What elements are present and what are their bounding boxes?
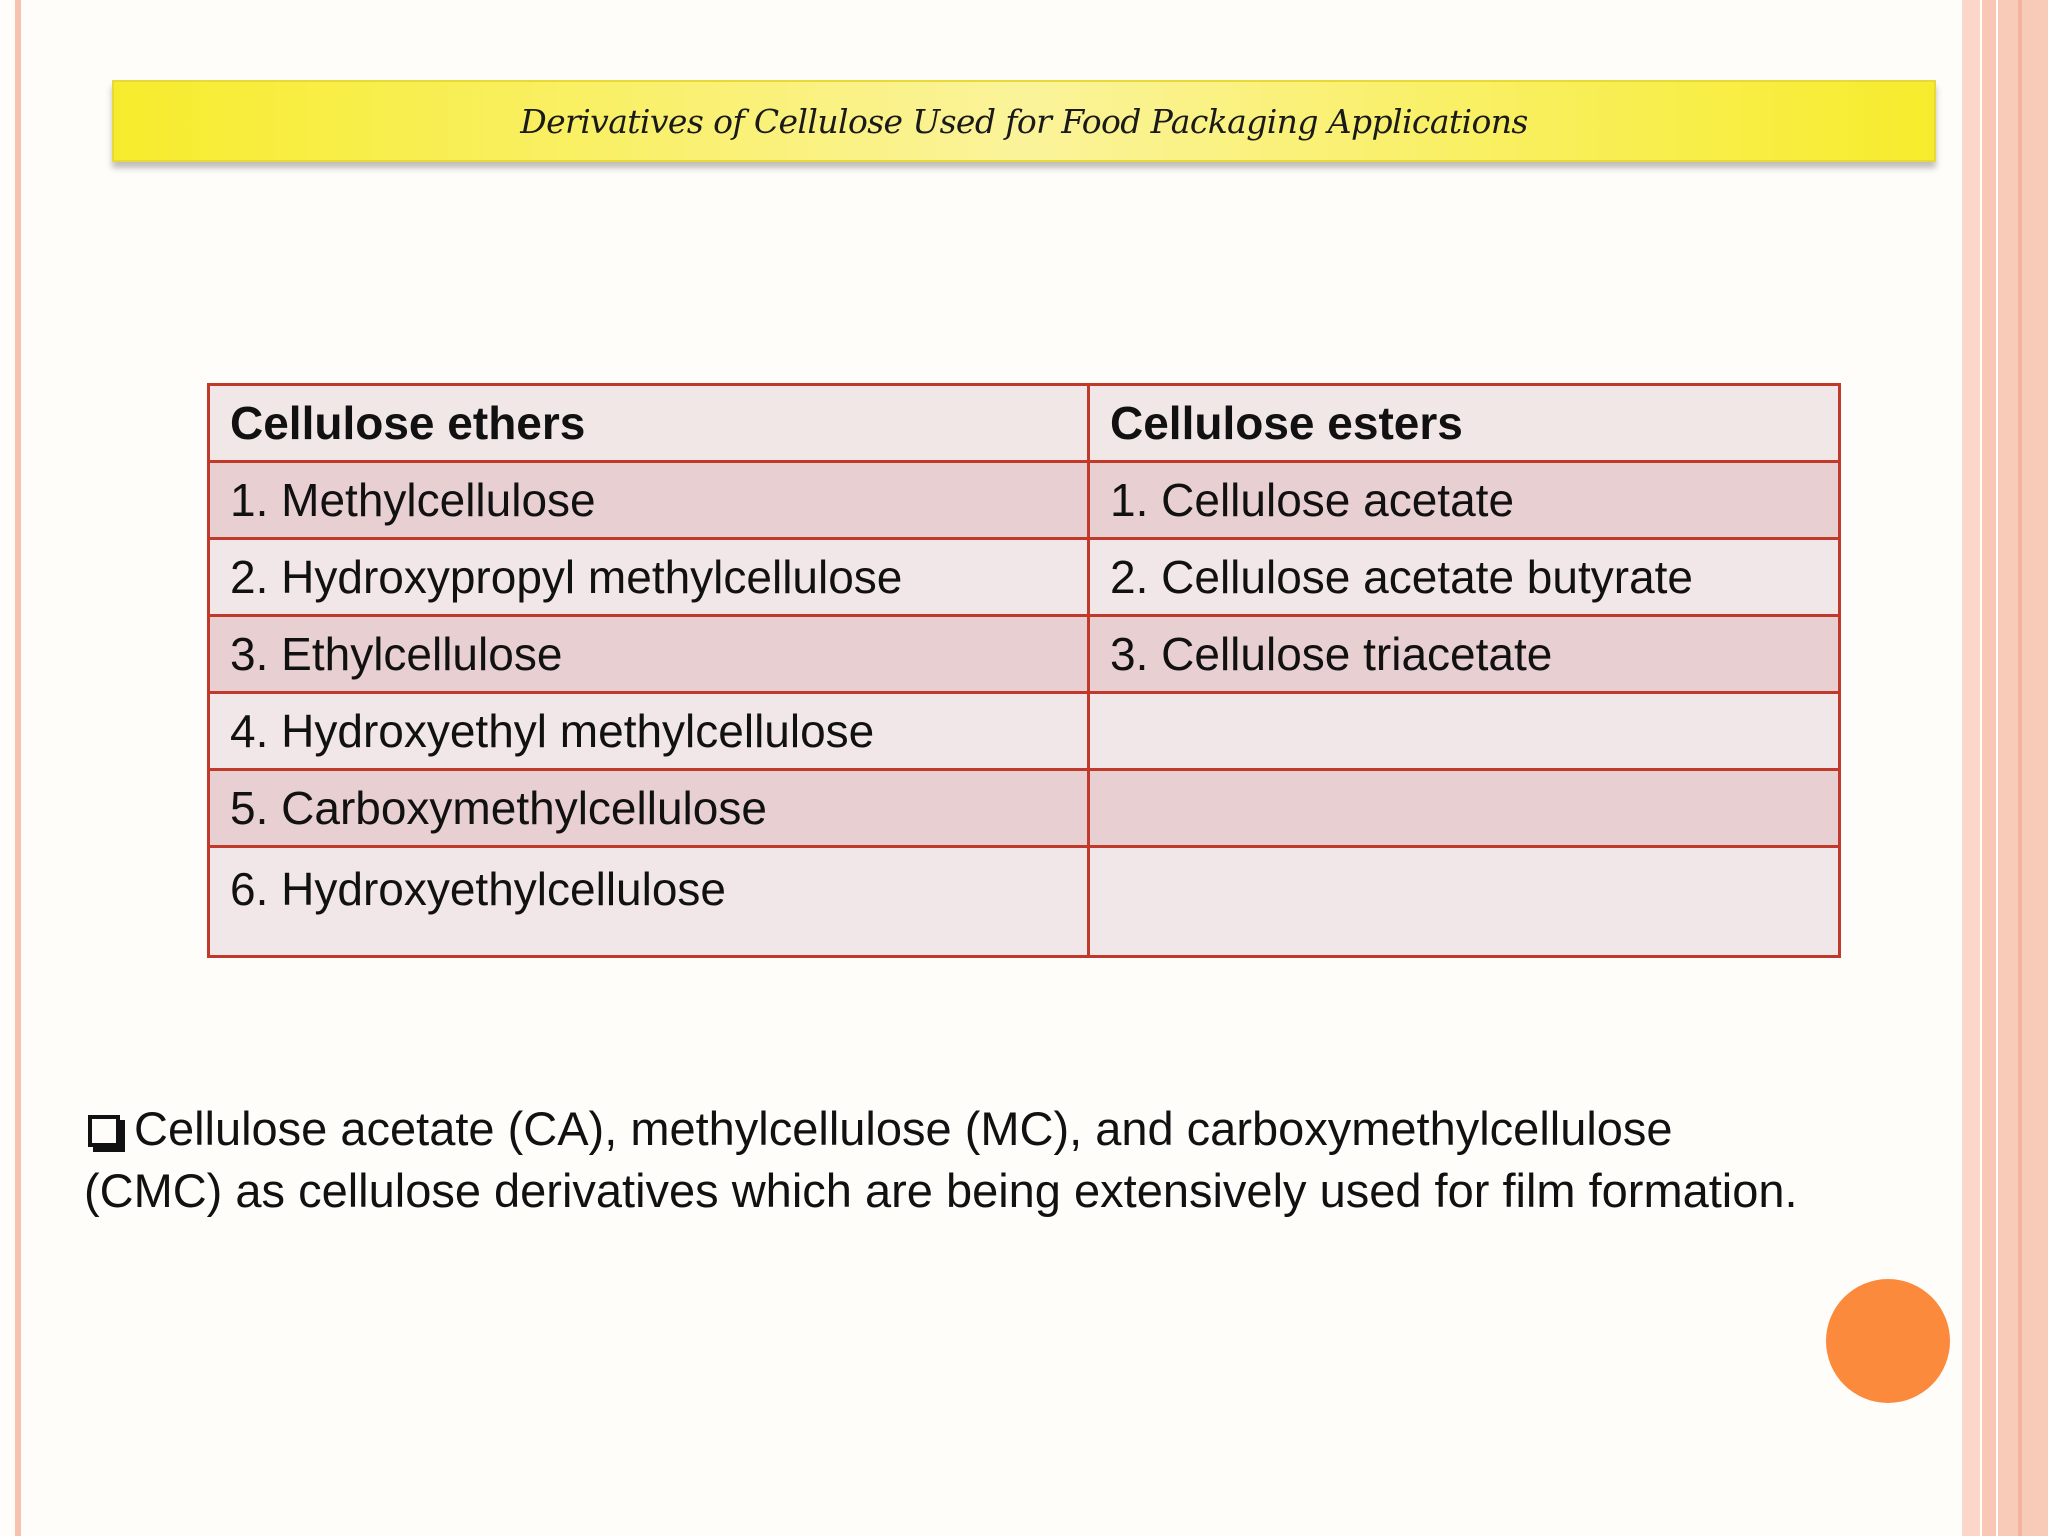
ether-cell: 3. Ethylcellulose — [209, 616, 1089, 693]
table-row — [209, 693, 1840, 770]
ether-cell: 6. Hydroxyethylcellulose — [209, 847, 1089, 957]
right-border-stripe-4 — [2018, 0, 2022, 1536]
table-row — [209, 616, 1840, 693]
header-cellulose-ethers: Cellulose ethers — [209, 385, 1089, 462]
note-line-1: Cellulose acetate (CA), methylcellulose (MC), and carboxymethylcellulose — [134, 1102, 1673, 1155]
orange-circle-decoration — [1826, 1279, 1950, 1403]
ether-cell: 4. Hydroxyethyl methylcellulose — [209, 693, 1089, 770]
table-row — [209, 847, 1840, 957]
table-row — [209, 770, 1840, 847]
ether-cell: 1. Methylcellulose — [209, 462, 1089, 539]
cellulose-derivatives-table — [207, 383, 1841, 958]
ether-cell: 5. Carboxymethylcellulose — [209, 770, 1089, 847]
ether-cell: 2. Hydroxypropyl methylcellulose — [209, 539, 1089, 616]
ester-cell: 3. Cellulose triacetate — [1089, 616, 1840, 693]
note-paragraph — [84, 1098, 1964, 1222]
ester-cell: 1. Cellulose acetate — [1089, 462, 1840, 539]
right-border-stripe-3 — [1998, 0, 2048, 1536]
table-row — [209, 462, 1840, 539]
right-border-stripe-1 — [1962, 0, 1980, 1536]
note-line-2: (CMC) as cellulose derivatives which are being extensively used for film formation. — [84, 1164, 1798, 1217]
ester-cell: 2. Cellulose acetate butyrate — [1089, 539, 1840, 616]
slide-title: Derivatives of Cellulose Used for Food Packaging Applications — [520, 101, 1528, 141]
ester-cell — [1089, 770, 1840, 847]
slide-title-bar — [112, 80, 1936, 162]
right-border-stripe-2 — [1982, 0, 1996, 1536]
left-border-stripe — [15, 0, 21, 1536]
table-row — [209, 539, 1840, 616]
checkbox-bullet-icon — [88, 1115, 120, 1147]
ester-cell — [1089, 693, 1840, 770]
table-header-row — [209, 385, 1840, 462]
ester-cell — [1089, 847, 1840, 957]
header-cellulose-esters: Cellulose esters — [1089, 385, 1840, 462]
